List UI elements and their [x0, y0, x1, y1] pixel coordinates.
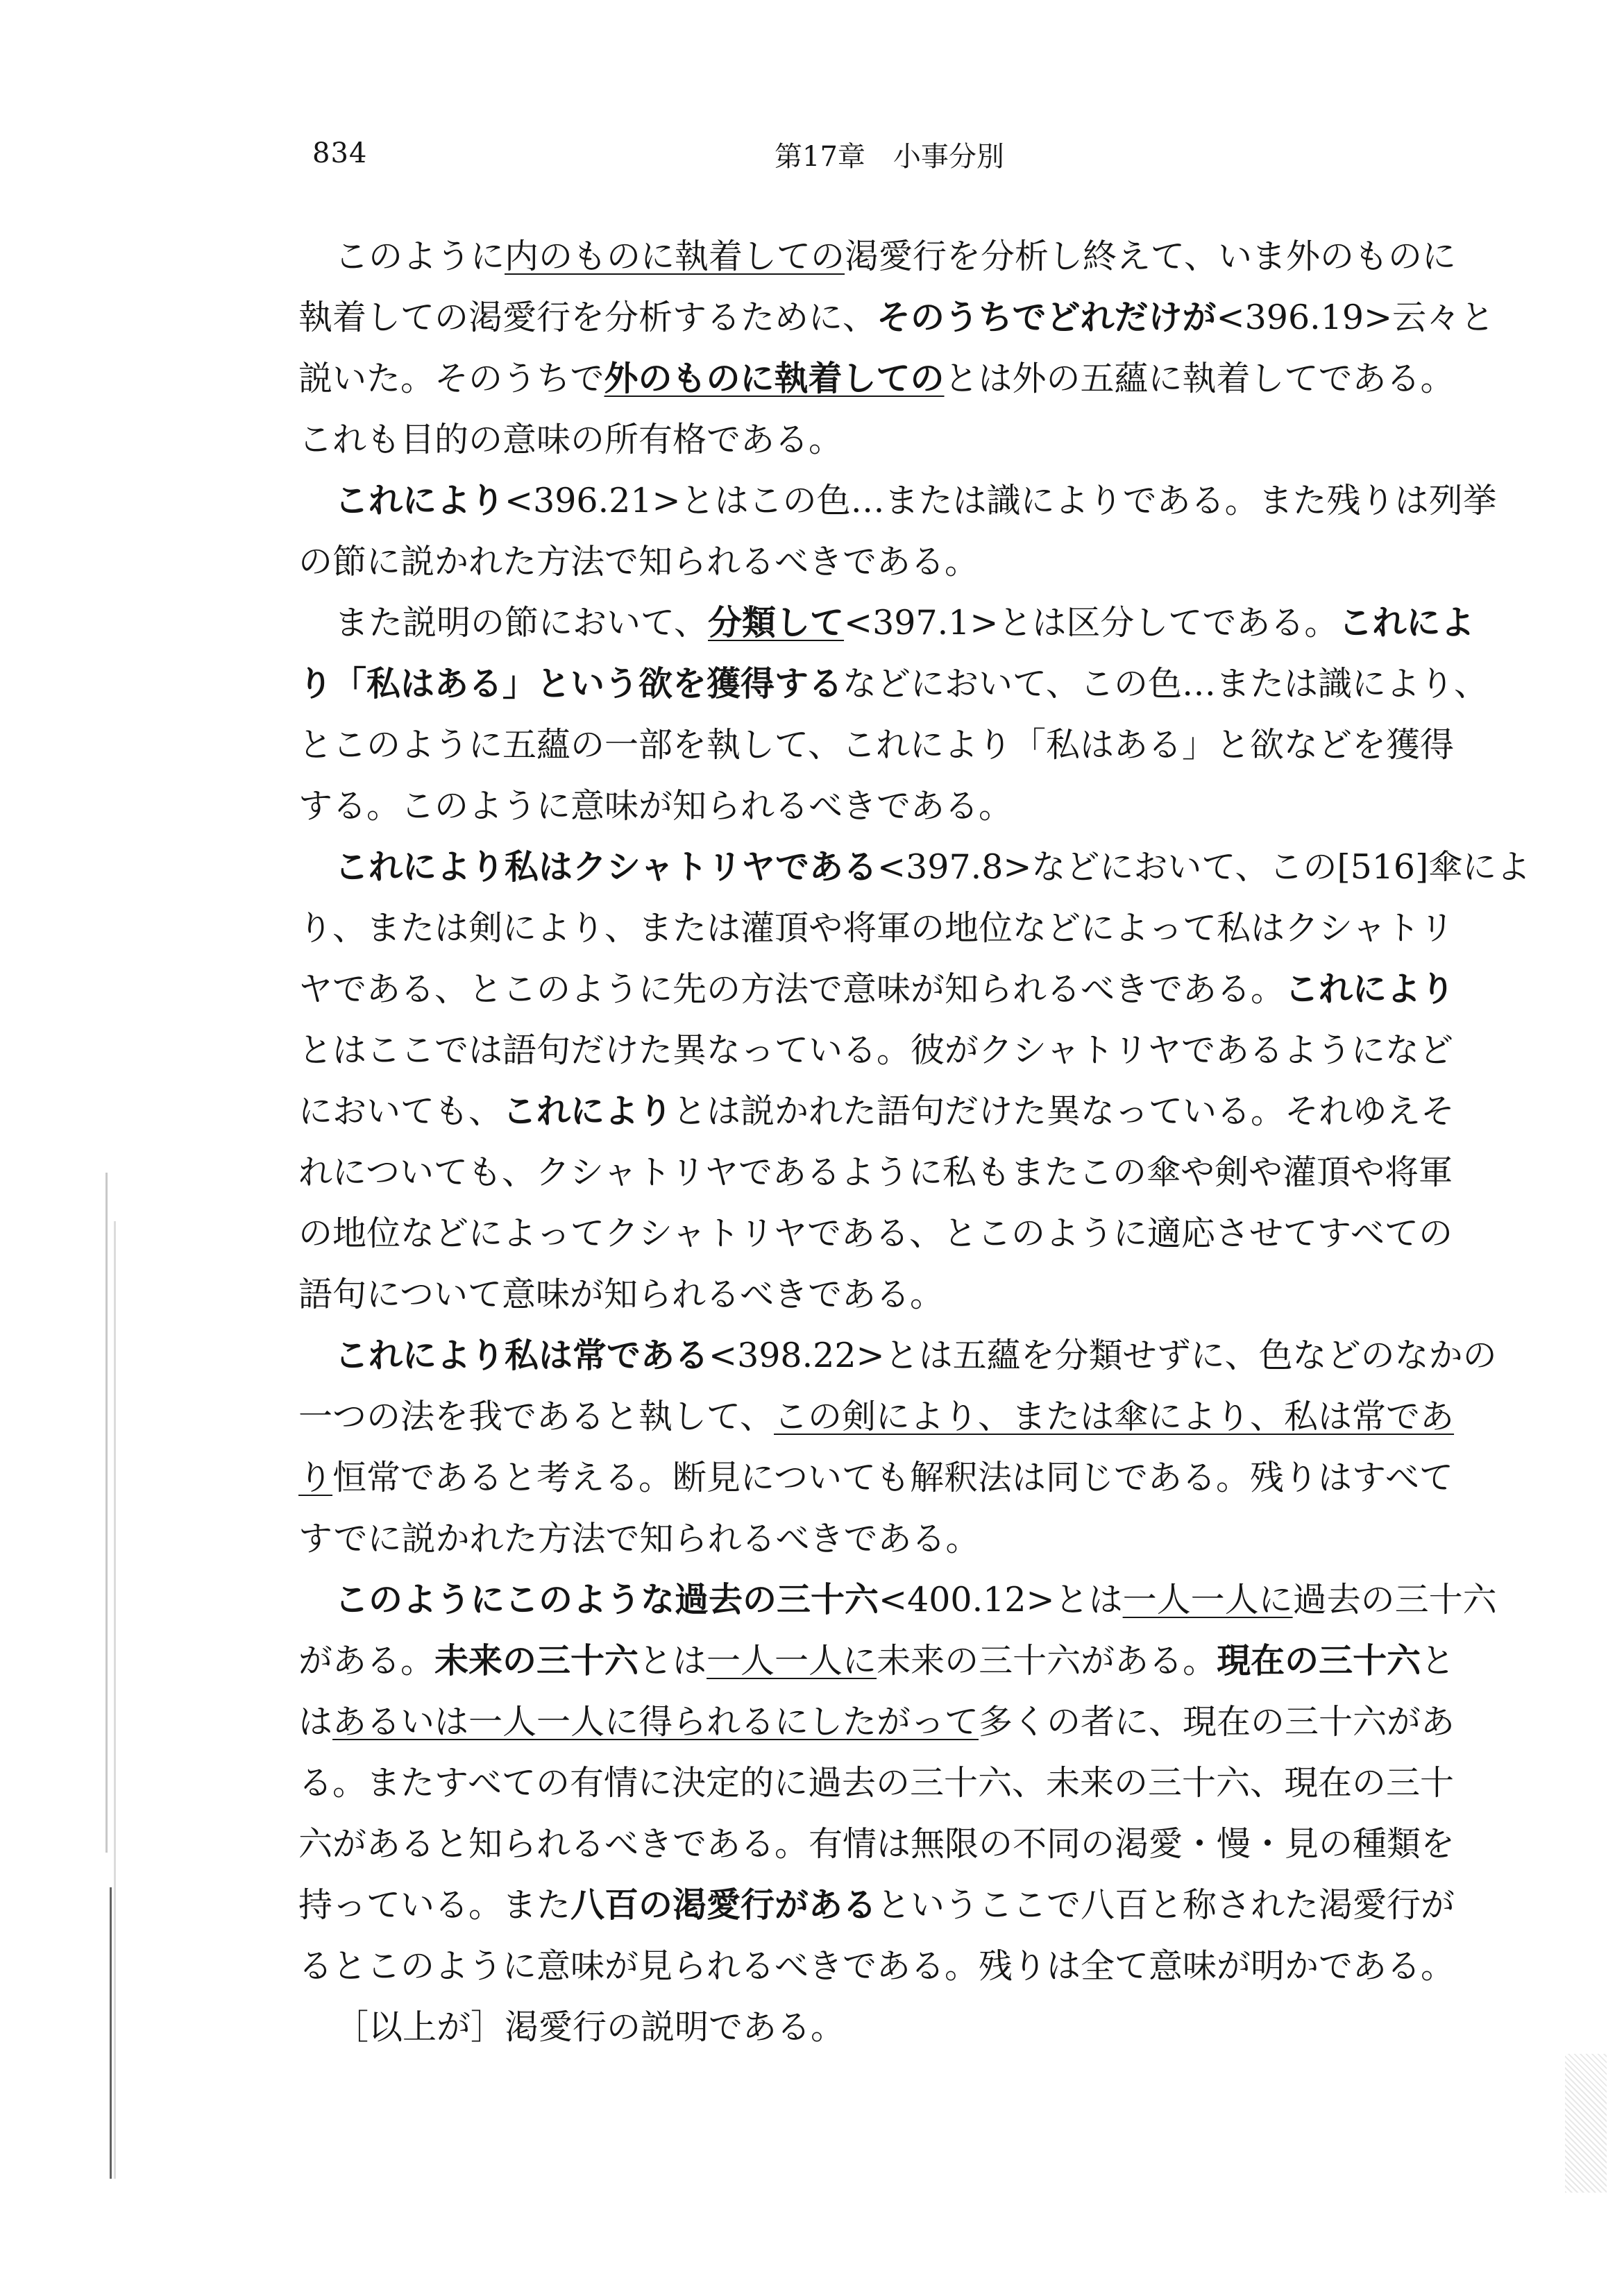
text-segment: り、または剣により、または灌頂や将軍の地位などによって私はクシャトリ: [298, 908, 1455, 948]
text-segment: <396.21>とはこの色…または識によりである。また残りは列挙: [505, 481, 1497, 520]
text-segment: これも目的の意味の所有格である。: [298, 420, 843, 459]
text-line: [298, 409, 1487, 470]
text-segment: の地位などによってクシャトリヤである、とこのように適応させてすべての: [298, 1214, 1453, 1253]
text-segment: このように: [335, 237, 505, 276]
text-segment: とは説かれた語句だけた異なっている。それゆえそ: [673, 1091, 1455, 1131]
underlined-text: あるいは一人一人に得られるにしたがって: [332, 1702, 979, 1742]
text-segment: 持っている。また: [298, 1885, 571, 1925]
bold-term: 八百の渇愛行がある: [570, 1885, 877, 1925]
text-line: [298, 532, 1487, 593]
text-line: [298, 470, 1497, 532]
text-segment: すでに説かれた方法で知られるべきである。: [298, 1519, 980, 1558]
text-line: [298, 1508, 1487, 1570]
text-line: [298, 715, 1487, 776]
text-line: [298, 1875, 1487, 1936]
text-segment: 渇愛行を分析し終えて、いま外のものに: [845, 237, 1457, 276]
underlined-text: 一人一人に: [1122, 1580, 1293, 1619]
page-number: 834: [312, 137, 368, 169]
text-segment: 執着しての渇愛行を分析するために、: [298, 298, 877, 337]
underlined-text: 内のものに執着しての: [505, 237, 845, 276]
text-segment: がある。: [298, 1641, 435, 1681]
binding-shadow: [114, 1221, 116, 2179]
text-segment: とこのように五蘊の一部を執して、これにより「私はある」と欲などを獲得: [298, 725, 1455, 765]
text-line: [298, 1203, 1487, 1264]
text-segment: する。このように意味が知られるべきである。: [298, 786, 1013, 826]
bold-term: これにより: [1285, 969, 1455, 1009]
text-line: [298, 1264, 1487, 1325]
text-segment: る。またすべての有情に決定的に過去の三十六、未来の三十六、現在の三十: [298, 1763, 1455, 1803]
bold-term: これによ: [1338, 603, 1475, 643]
bold-term: これにより: [502, 1091, 673, 1131]
text-segment: 六があると知られるべきである。有情は無限の不同の渇愛・慢・見の種類を: [298, 1824, 1455, 1864]
bold-term: り「私はある」という欲を獲得する: [298, 664, 843, 704]
text-segment: 多くの者に、現在の三十六があ: [979, 1702, 1455, 1742]
text-line: [298, 776, 1487, 837]
text-segment: 未来の三十六がある。: [877, 1641, 1217, 1681]
text-line: [298, 287, 1495, 348]
bold-term: このようにこのような過去の三十六: [335, 1580, 879, 1619]
underlined-text: この剣により、または傘により、私は常であ: [774, 1397, 1455, 1436]
text-line: [298, 1631, 1487, 1692]
text-line: [298, 837, 1531, 898]
text-line: [298, 1570, 1497, 1631]
bold-term: 現在の三十六: [1217, 1641, 1421, 1681]
underlined-text: 一人一人に: [707, 1641, 877, 1681]
text-segment: れについても、クシャトリヤであるように私もまたこの傘や剣や灌頂や将軍: [298, 1153, 1453, 1192]
bold-term: 未来の三十六: [434, 1641, 639, 1681]
text-line: [298, 1692, 1487, 1753]
text-line: [298, 226, 1487, 287]
text-line: [298, 1142, 1487, 1203]
bold-term: 外のものに執着しての: [604, 359, 945, 398]
text-segment: <400.12>とは: [879, 1580, 1123, 1619]
bold-term: これにより: [335, 481, 505, 520]
text-segment: <397.8>などにおいて、この[516]傘によ: [877, 847, 1531, 887]
text-line: [298, 593, 1487, 654]
text-segment: <396.19>云々と: [1216, 298, 1495, 337]
text-segment: は: [298, 1702, 333, 1742]
text-segment: においても、: [298, 1091, 503, 1131]
bold-term: そのうちでどれだけが: [877, 298, 1217, 337]
text-segment: の節に説かれた方法で知られるべきである。: [298, 542, 979, 581]
text-segment: と: [1421, 1641, 1455, 1681]
text-segment: ［以上が］渇愛行の説明である。: [335, 2007, 845, 2047]
text-segment: また説明の節において、: [335, 603, 709, 643]
text-line: [298, 1081, 1487, 1142]
binding-shadow: [110, 1887, 112, 2179]
text-segment: 一つの法を我であると執して、: [298, 1397, 775, 1436]
text-line: [298, 1447, 1487, 1508]
text-line: [298, 1020, 1487, 1081]
bold-term: 分類して: [708, 603, 845, 643]
text-segment: 語句について意味が知られるべきである。: [298, 1275, 945, 1314]
text-line: [298, 1325, 1497, 1386]
text-line: [298, 959, 1487, 1020]
text-segment: とはここでは語句だけた異なっている。彼がクシャトリヤであるようになど: [298, 1030, 1454, 1070]
bold-term: これにより私は常である: [335, 1336, 709, 1375]
text-line: [298, 654, 1487, 715]
text-segment: 説いた。そのうちで: [298, 359, 604, 398]
text-segment: とは外の五蘊に執着してである。: [944, 359, 1455, 398]
text-segment: 過去の三十六: [1292, 1580, 1497, 1619]
text-segment: ヤである、とこのように先の方法で意味が知られるべきである。: [298, 969, 1285, 1009]
text-segment: とは: [638, 1641, 707, 1681]
text-line: [298, 348, 1487, 409]
bold-term: これにより私はクシャトリヤである: [335, 847, 878, 887]
text-segment: などにおいて、この色…または識により、: [843, 664, 1489, 704]
underlined-text: り: [298, 1458, 333, 1497]
scan-noise: [1565, 2054, 1607, 2193]
text-segment: というここで八百と称された渇愛行が: [877, 1885, 1455, 1925]
text-line: [298, 1753, 1487, 1814]
text-segment: <397.1>とは区分してである。: [844, 603, 1339, 643]
text-line: [298, 1814, 1487, 1875]
text-segment: るとこのように意味が見られるべきである。残りは全て意味が明かである。: [298, 1946, 1455, 1986]
body-text: [298, 226, 1531, 2058]
binding-shadow: [105, 1173, 108, 1853]
text-line: [298, 1997, 1487, 2058]
text-segment: 恒常であると考える。断見についても解釈法は同じである。残りはすべて: [332, 1458, 1454, 1497]
running-head: 第17章 小事分別: [775, 141, 1004, 173]
text-line: [298, 898, 1487, 959]
text-line: [298, 1936, 1487, 1997]
text-line: [298, 1386, 1487, 1447]
text-segment: <398.22>とは五蘊を分類せずに、色などのなかの: [709, 1336, 1497, 1375]
